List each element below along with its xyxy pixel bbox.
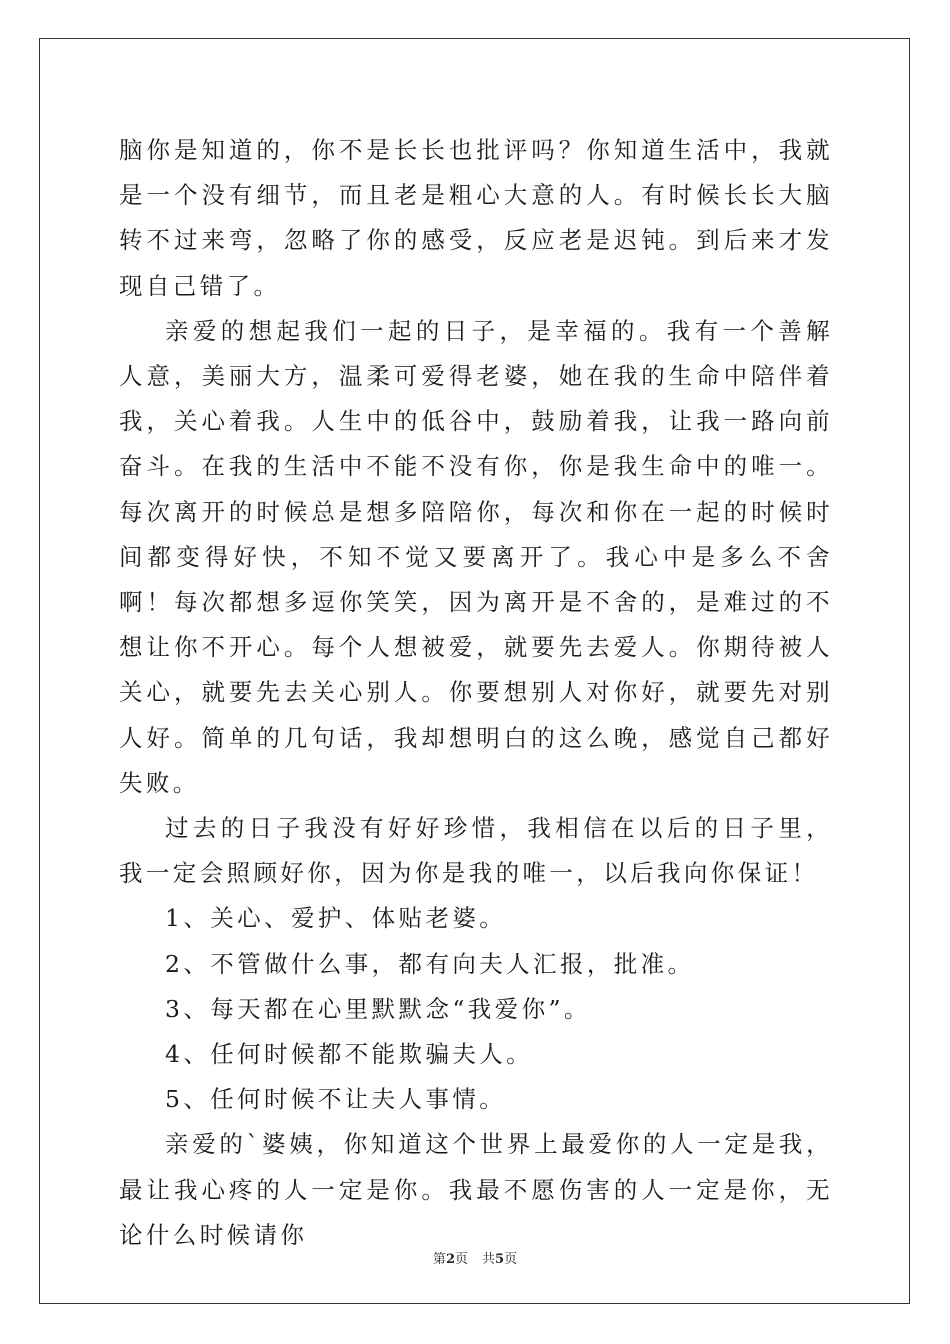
page-prefix: 第 — [432, 1252, 446, 1267]
paragraph-3: 过去的日子我没有好好珍惜，我相信在以后的日子里，我一定会照顾好你，因为你是我的唯一，以后我向你保证！ — [119, 814, 833, 888]
list-item-4: 4、任何时候都不能欺骗夫人。 — [165, 1040, 534, 1069]
list-item-2: 2、不管做什么事，都有向夫人汇报，批准。 — [165, 949, 695, 978]
document-body — [119, 128, 833, 1258]
page-number: 2 — [445, 1252, 455, 1267]
list-item-3: 3、每天都在心里默默念“我爱你”。 — [165, 994, 591, 1023]
paragraph-1: 脑你是知道的，你不是长长也批评吗？你知道生活中，我就是一个没有细节，而且老是粗心大意的人。有时候长长大脑转不过来弯，忽略了你的感受，反应老是迟钝。到后来才发现自己错了。 — [119, 136, 833, 300]
paragraph-last: 亲爱的`婆姨，你知道这个世界上最爱你的人一定是我，最让我心疼的人一定是你。我最不愿伤害的人一定是你，无论什么时候请你 — [119, 1130, 833, 1249]
paragraph-2: 亲爱的想起我们一起的日子，是幸福的。我有一个善解人意，美丽大方，温柔可爱得老婆，她在我的生命中陪伴着我，关心着我。人生中的低谷中，鼓励着我，让我一路向前奋斗。在我的生活中不能不没有你，你是我生命中的唯一。每次离开的时候总是想多陪陪你，每次和你在一起的时候时间都变得好快，不知不觉又要离开了。我心中是多么不舍啊！每次都想多逗你笑笑，因为离开是不舍的，是难过的不想让你不开心。每个人想被爱，就要先去爱人。你期待被人关心，就要先去关心别人。你要想别人对你好，就要先对别人好。简单的几句话，我却想明白的这么晚，感觉自己都好失败。 — [119, 316, 833, 797]
total-suffix: 页 — [504, 1252, 518, 1267]
page-footer — [0, 1248, 950, 1267]
list-item-1: 1、关心、爱护、体贴老婆。 — [165, 904, 507, 933]
list-item-5: 5、任何时候不让夫人事情。 — [165, 1085, 507, 1114]
page-suffix: 页 — [454, 1252, 468, 1267]
total-pages: 5 — [495, 1252, 505, 1267]
total-prefix: 共 — [482, 1252, 496, 1267]
